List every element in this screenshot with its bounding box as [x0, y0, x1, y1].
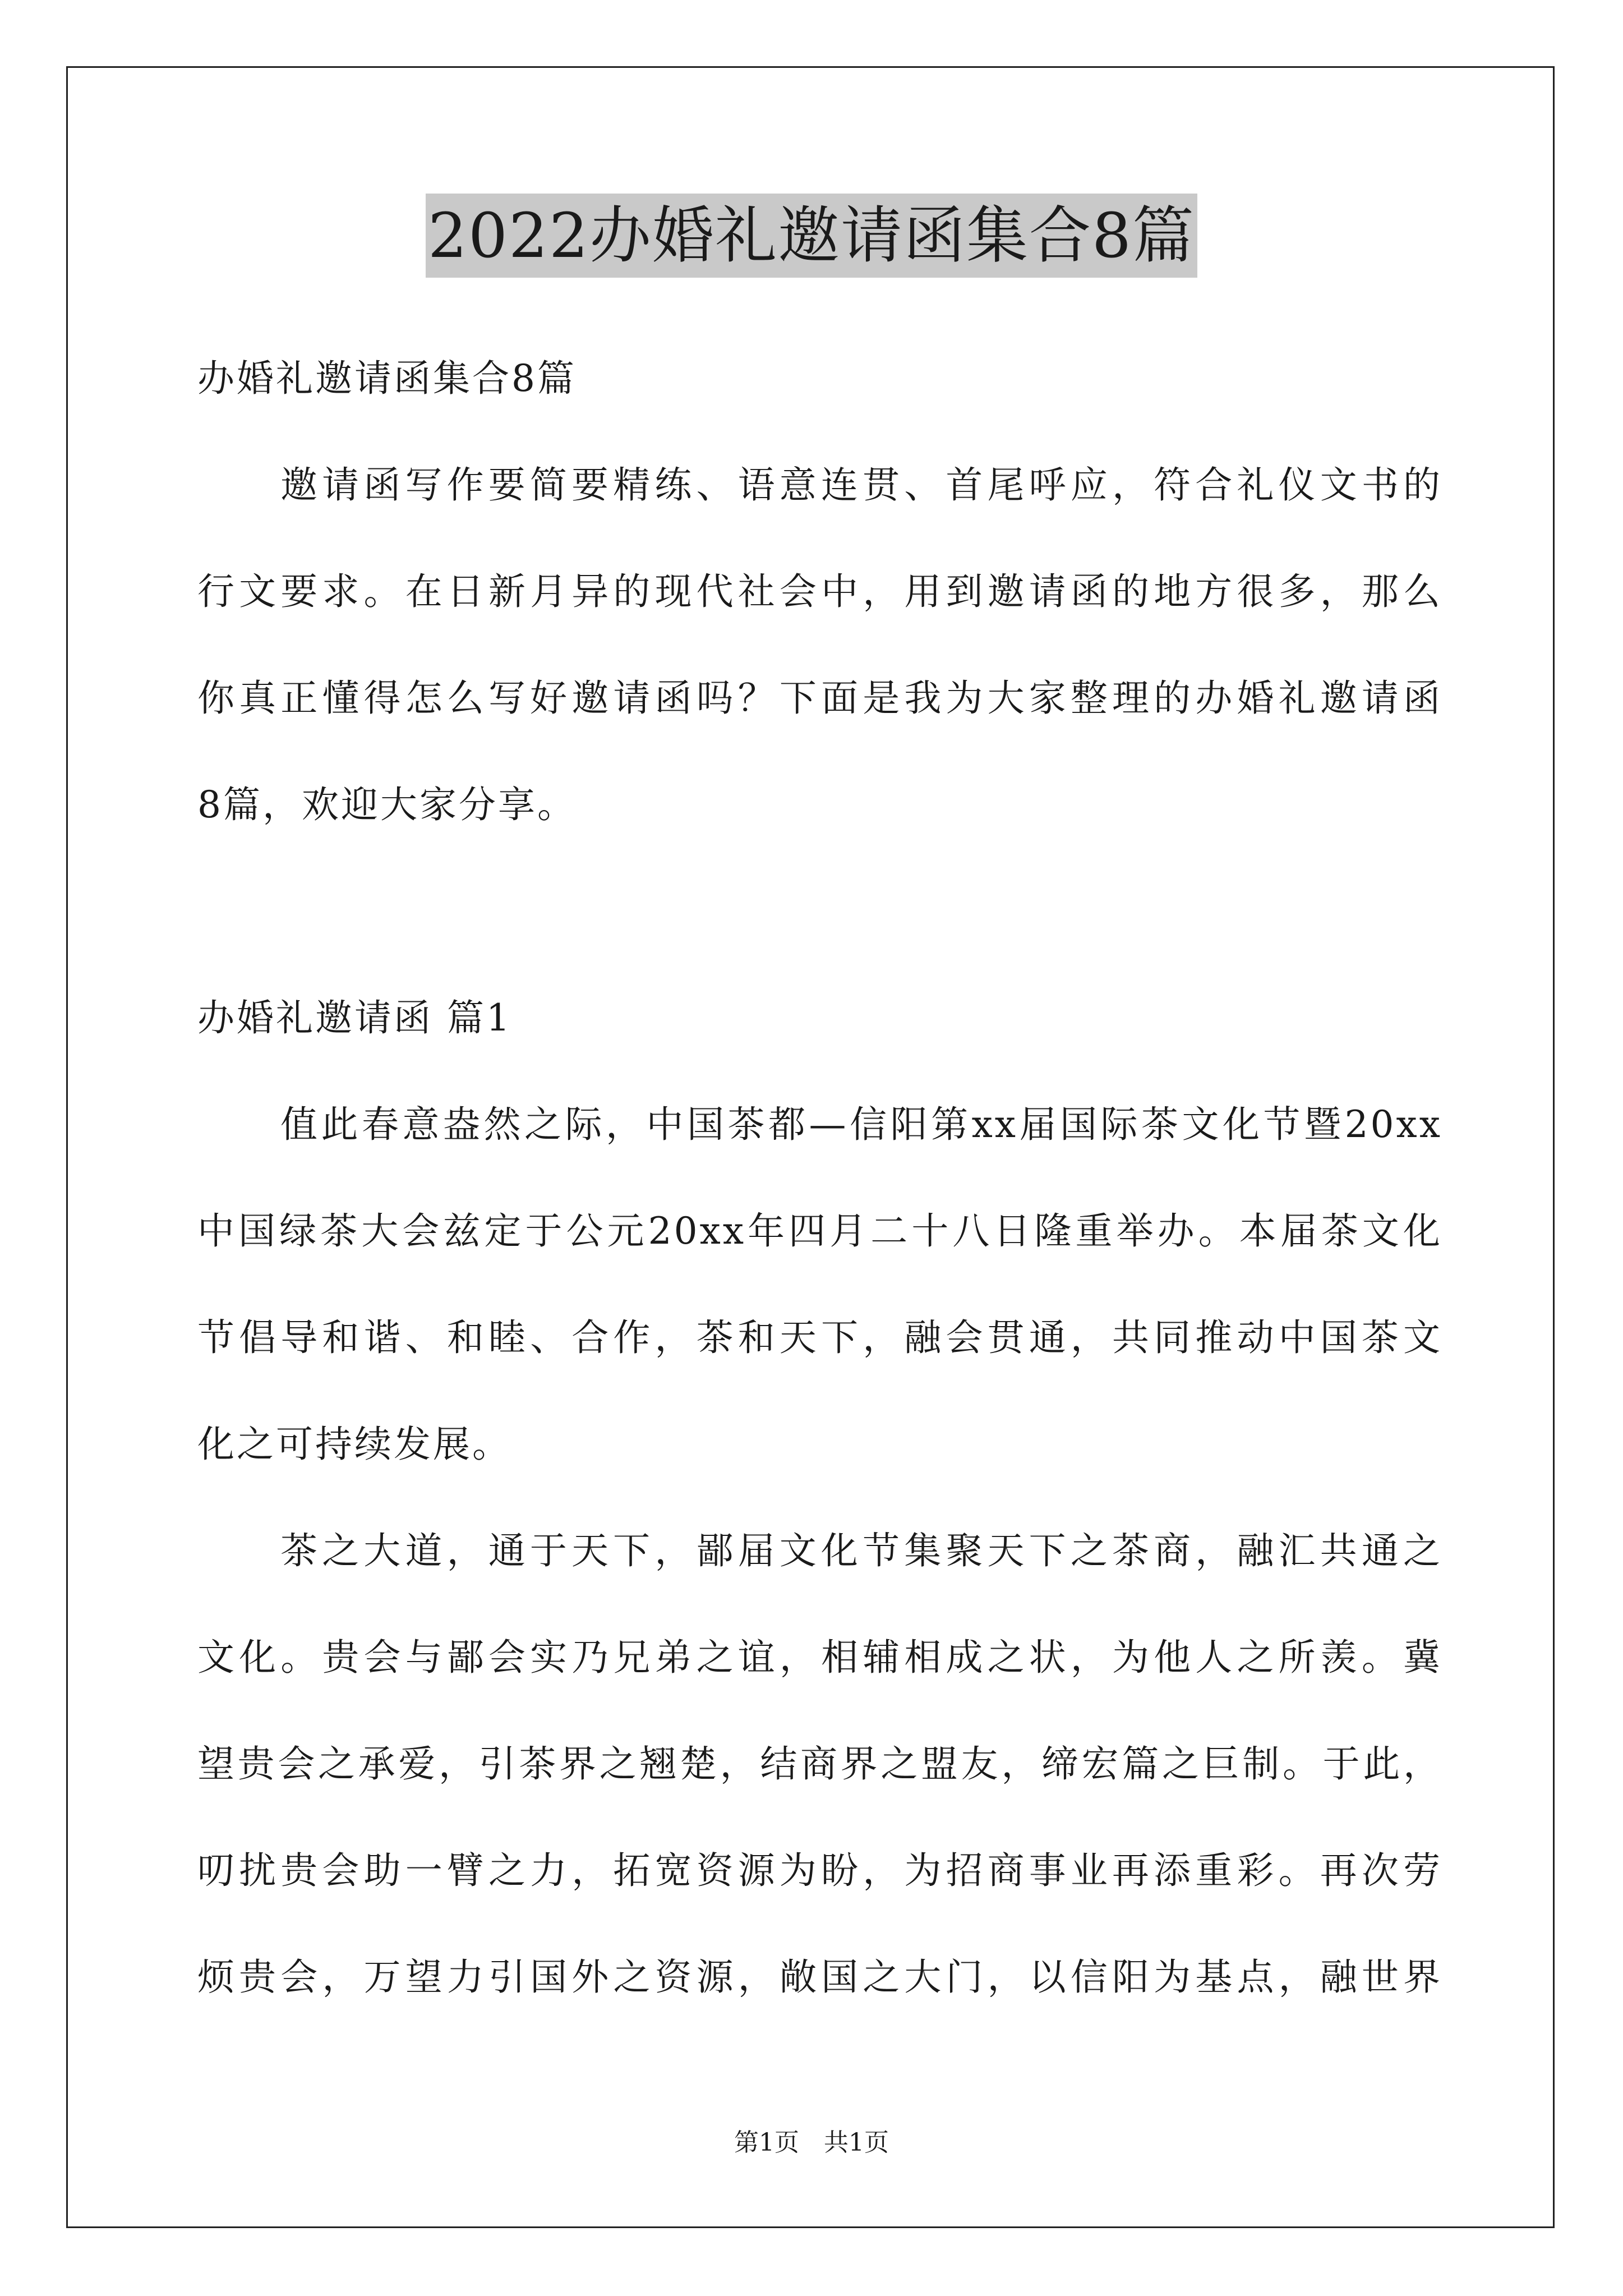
- paragraph-line: 化之可持续发展。: [197, 1423, 511, 1466]
- paragraph-line: 茶之大道，通于天下，鄙届文化节集聚天下之茶商，融汇共通之: [280, 1529, 1442, 1572]
- paragraph-line: 文化。贵会与鄙会实乃兄弟之谊，相辅相成之状，为他人之所羡。冀: [197, 1636, 1442, 1679]
- intro-line: 你真正懂得怎么写好邀请函吗？下面是我为大家整理的办婚礼邀请函: [197, 677, 1442, 720]
- intro-line: 邀请函写作要简要精练、语意连贯、首尾呼应，符合礼仪文书的: [280, 463, 1442, 507]
- subtitle: 办婚礼邀请函集合8篇: [197, 357, 577, 400]
- intro-line: 行文要求。在日新月异的现代社会中，用到邀请函的地方很多，那么: [197, 570, 1442, 613]
- title-container: [0, 194, 1623, 278]
- intro-line: 8篇，欢迎大家分享。: [197, 783, 577, 826]
- paragraph-line: 叨扰贵会助一臂之力，拓宽资源为盼，为招商事业再添重彩。再次劳: [197, 1849, 1442, 1892]
- document-title: 2022办婚礼邀请函集合8篇: [426, 194, 1197, 278]
- page-number: 第1页 共1页: [734, 2128, 889, 2157]
- paragraph-line: 值此春意盎然之际，中国茶都—信阳第xx届国际茶文化节暨20xx: [280, 1103, 1442, 1146]
- paragraph-line: 节倡导和谐、和睦、合作，茶和天下，融会贯通，共同推动中国茶文: [197, 1316, 1442, 1359]
- paragraph-line: 中国绿茶大会兹定于公元20xx年四月二十八日隆重举办。本届茶文化: [197, 1209, 1442, 1253]
- section-heading: 办婚礼邀请函 篇1: [197, 996, 512, 1039]
- paragraph-line: 烦贵会，万望力引国外之资源，敞国之大门，以信阳为基点，融世界: [197, 1955, 1442, 1999]
- paragraph-line: 望贵会之承爱，引茶界之翘楚，结商界之盟友，缔宏篇之巨制。于此，: [197, 1742, 1442, 1786]
